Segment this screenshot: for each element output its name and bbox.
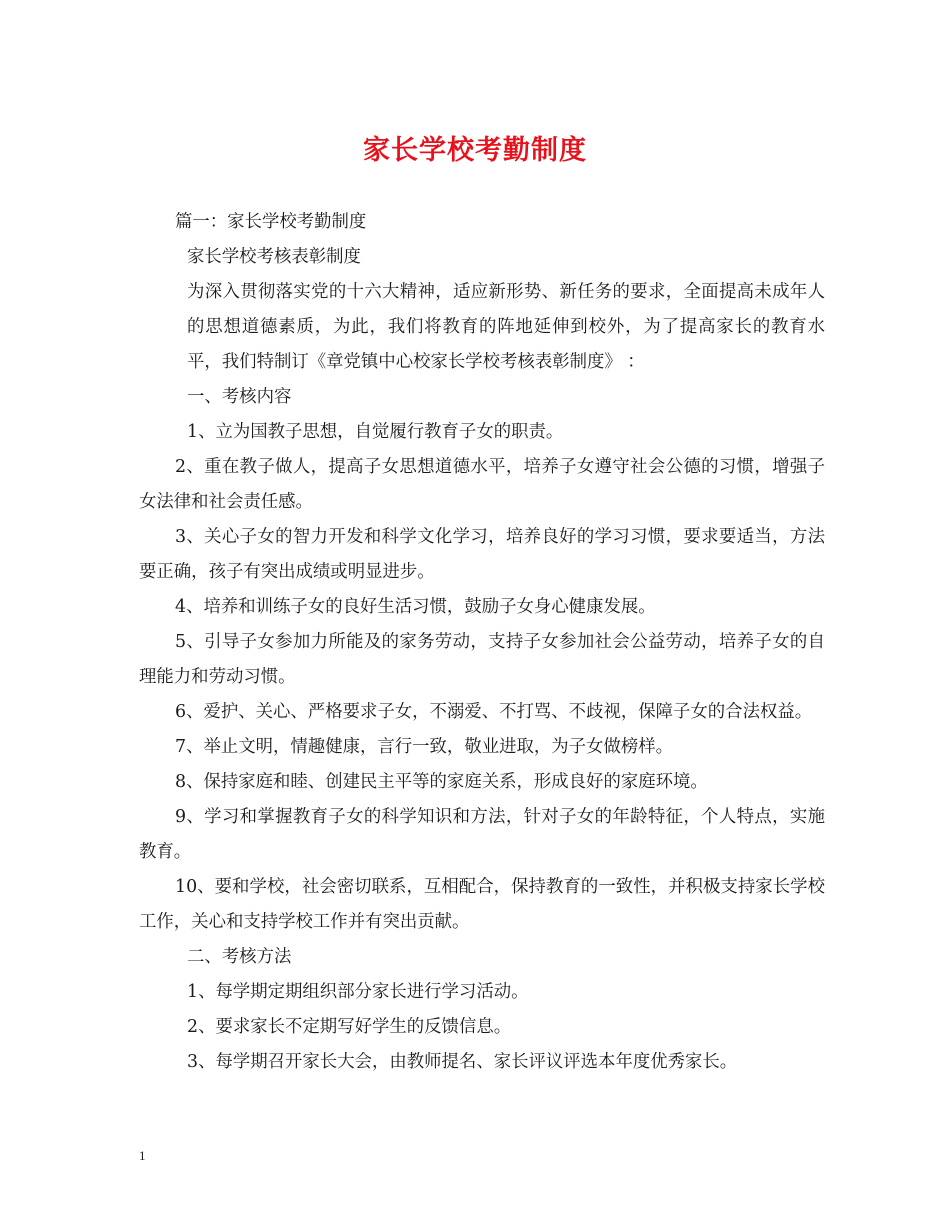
page-number: 1 (139, 1148, 146, 1163)
list-item: 3、关心子女的智力开发和科学文化学习，培养良好的学习习惯，要求要适当，方法要正确，孩子有突出成绩或明显进步。 (139, 527, 825, 582)
list-item: 2、重在教子做人，提高子女思想道德水平，培养子女遵守社会公德的习惯，增强子女法律和社会责任感。 (139, 457, 825, 512)
list-item: 1、每学期定期组织部分家长进行学习活动。 (187, 982, 529, 1002)
list-item: 5、引导子女参加力所能及的家务劳动，支持子女参加社会公益劳动，培养子女的自理能力和劳动习惯。 (139, 632, 825, 687)
list-item: 6、爱护、关心、严格要求子女，不溺爱、不打骂、不歧视，保障子女的合法权益。 (175, 702, 813, 722)
list-item: 4、培养和训练子女的良好生活习惯，鼓励子女身心健康发展。 (175, 597, 656, 617)
list-item: 9、学习和掌握教育子女的科学知识和方法，针对子女的年龄特征，个人特点，实施教育。 (139, 807, 825, 862)
list-item: 7、举止文明，情趣健康，言行一致，敬业进取，为子女做榜样。 (175, 737, 674, 757)
list-item: 10、要和学校，社会密切联系，互相配合，保持教育的一致性，并积极支持家长学校工作，关心和支持学校工作并有突出贡献。 (139, 877, 825, 932)
document-title: 家长学校考勤制度 (363, 135, 587, 166)
list-item: 8、保持家庭和睦、创建民主平等的家庭关系，形成良好的家庭环境。 (175, 772, 708, 792)
list-item: 1、立为国教子思想，自觉履行教育子女的职责。 (187, 422, 564, 442)
list-item: 2、要求家长不定期写好学生的反馈信息。 (187, 1017, 512, 1037)
intro-paragraph: 为深入贯彻落实党的十六大精神，适应新形势、新任务的要求，全面提高未成年人的思想道德素质，为此，我们将教育的阵地延伸到校外，为了提高家长的教育水平，我们特制订《章党镇中心校家长学校考核表彰制度》 ： (187, 282, 825, 372)
part1-heading: 一、考核内容 (187, 387, 292, 407)
document-body (139, 205, 825, 1080)
subtitle: 家长学校考核表彰制度 (187, 247, 361, 267)
part2-heading: 二、考核方法 (187, 947, 292, 967)
list-item: 3、每学期召开家长大会，由教师提名、家长评议评选本年度优秀家长。 (187, 1052, 738, 1072)
section-label: 篇一：家长学校考勤制度 (175, 212, 367, 232)
